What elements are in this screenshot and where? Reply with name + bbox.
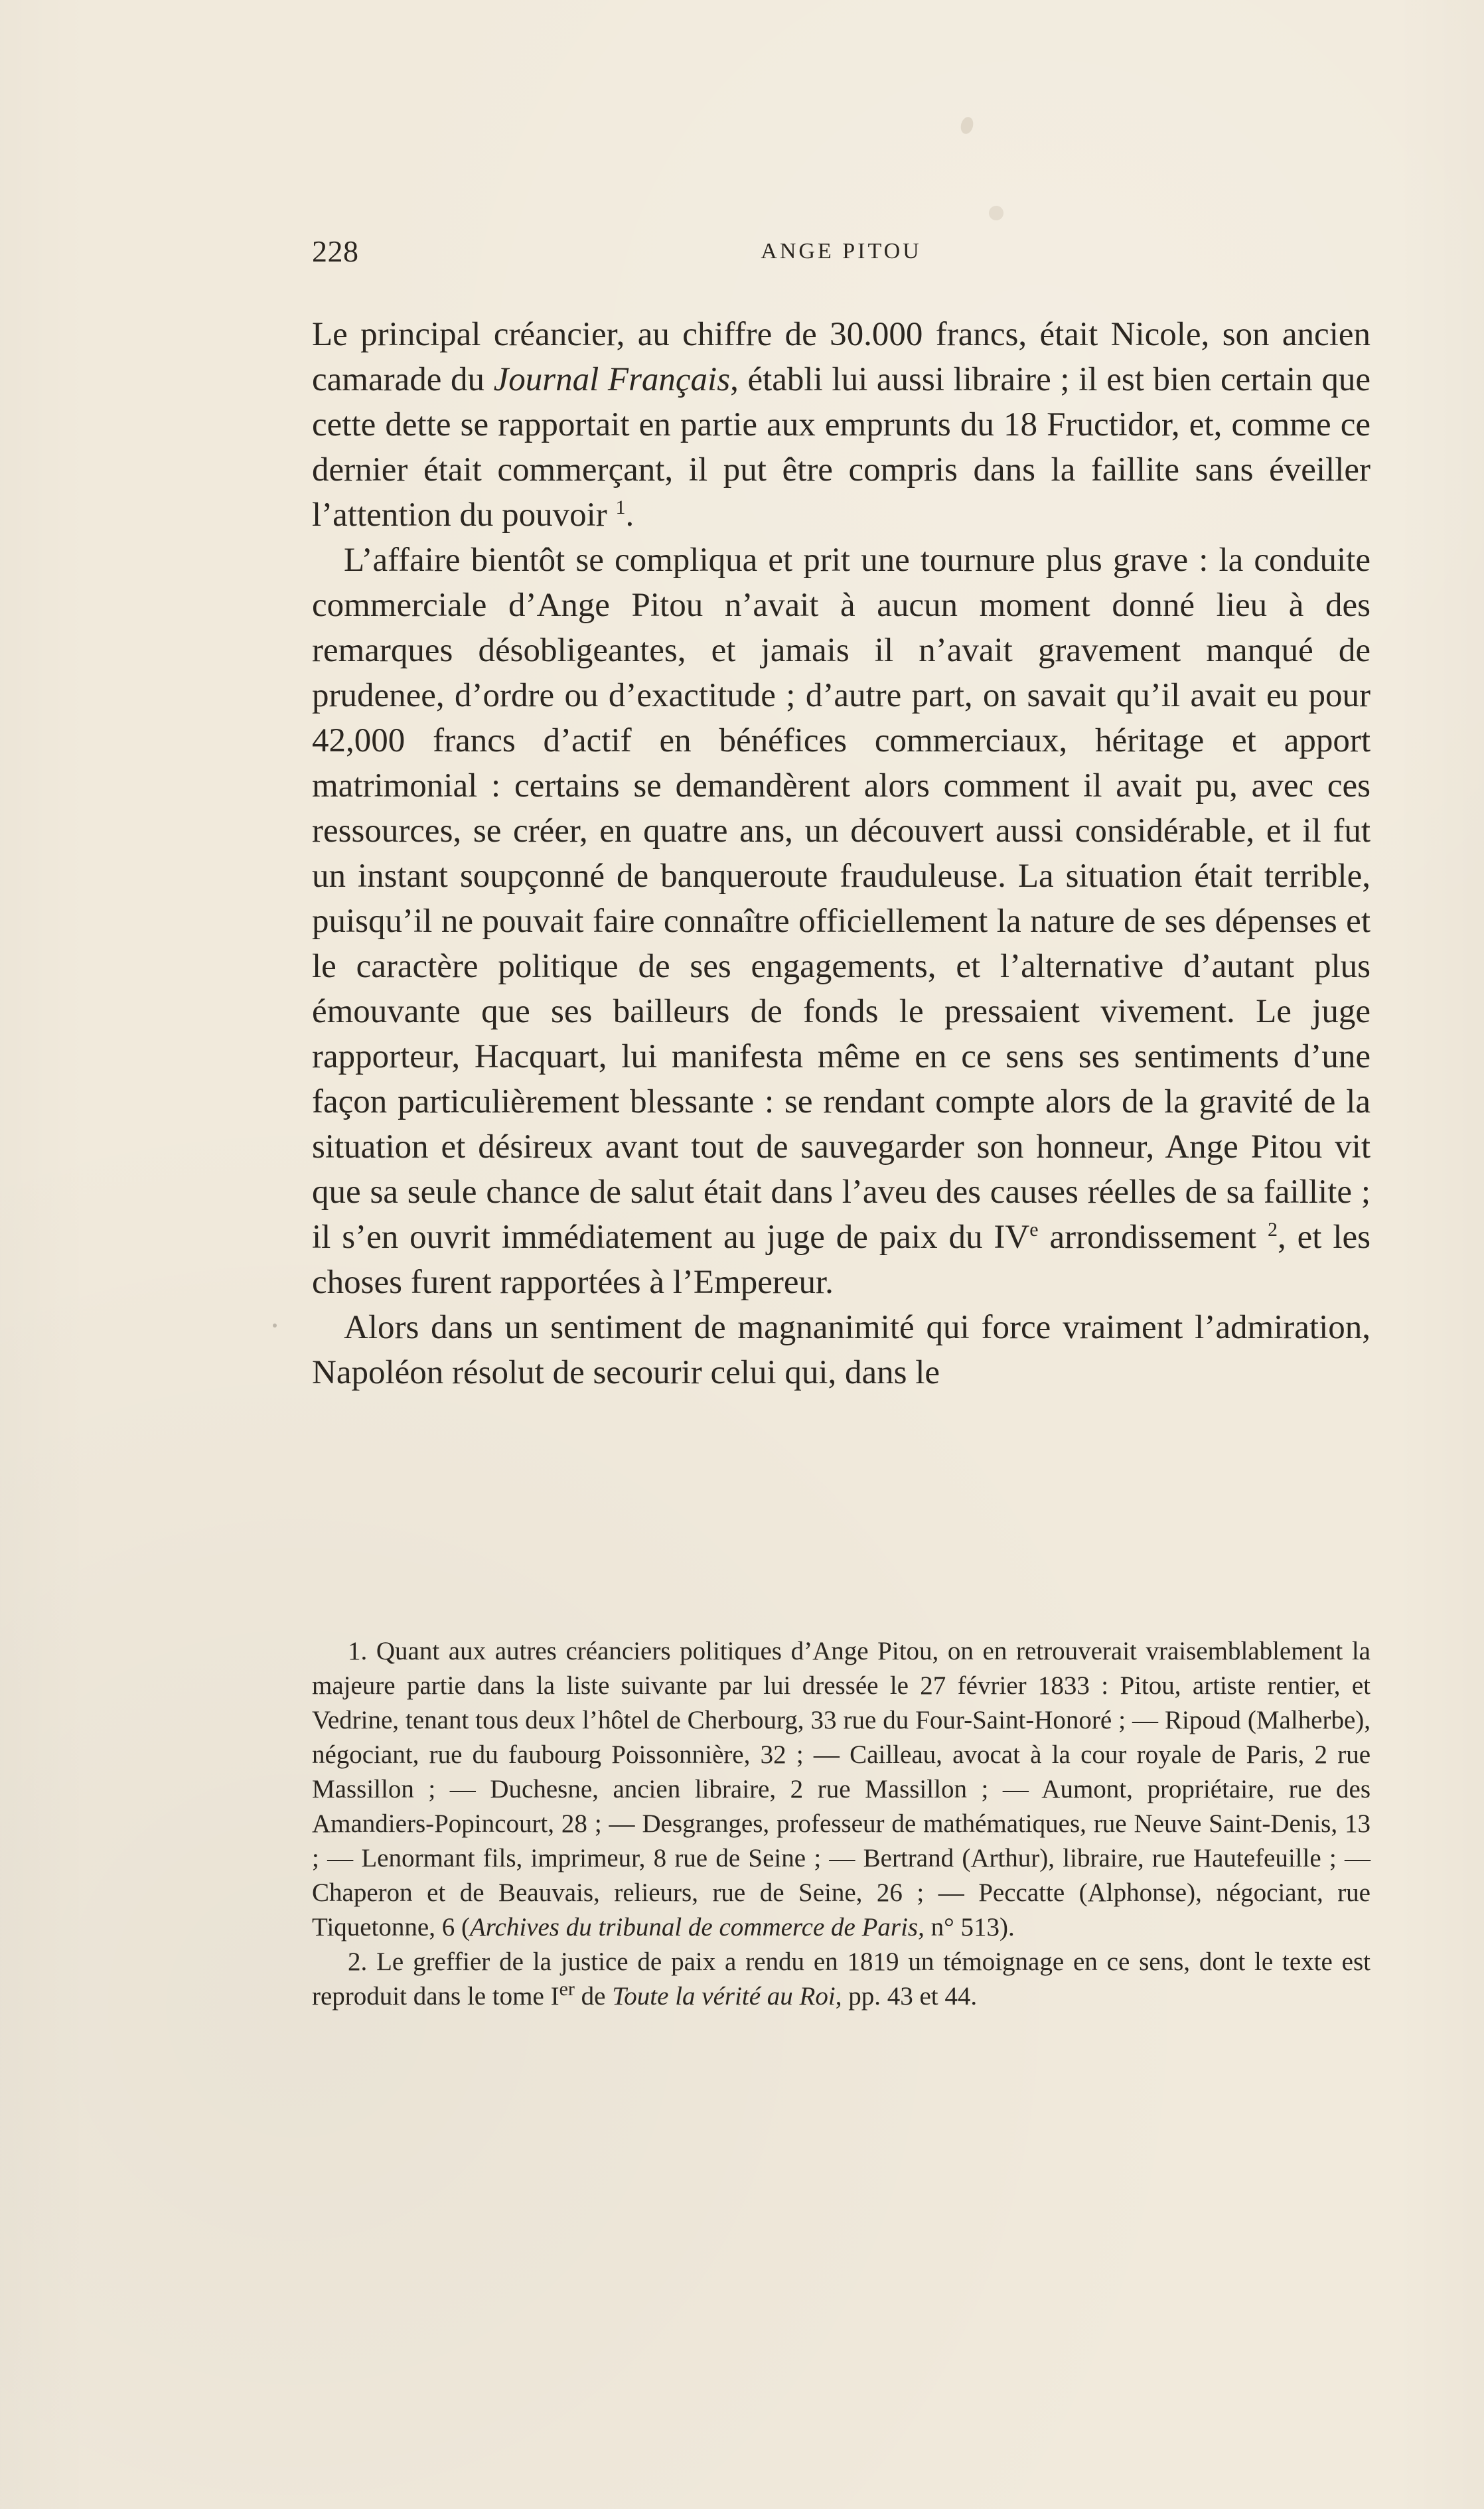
paragraph-3-text: Alors dans un sentiment de magnanimité qui force vraiment l’admiration, Napoléon résolut de secourir celui qui, dans le — [312, 1309, 1371, 1391]
footnote-ref-2: 2 — [1267, 1219, 1278, 1241]
footnote-2 — [312, 1945, 1371, 2014]
paragraph-1-text-c: . — [625, 496, 634, 534]
footnotes-block — [312, 1634, 1371, 2014]
paragraph-2 — [312, 538, 1371, 1305]
journal-title: Journal Français — [493, 361, 731, 398]
footnote-1-source-title: Archives du tribunal de commerce de Paris, — [469, 1913, 925, 1941]
footnote-2-text-a: 2. Le greffier de la justice de paix a rendu en 1819 un témoignage en ce sens, dont le texte est reproduit dans le tome I — [312, 1947, 1371, 2011]
paper-stain — [988, 204, 1005, 222]
paper-stain — [959, 115, 975, 135]
footnote-ref-1: 1 — [615, 496, 626, 518]
footnote-1-text-a: 1. Quant aux autres créanciers politiques d’Ange Pitou, on en retrouverait vraisemblablement la majeure partie dans la liste suivante par lui dressée le 27 février 1833 : Pitou, artiste rentier, et Vedrine, tenant tous deux l’hôtel de Cherbourg, 33 rue du Four-Saint-Honoré ; — Ripoud (Malherbe), négociant, rue du faubourg Poissonnière, 32 ; — Cailleau, avocat à la cour royale de Paris, 2 rue Massillon ; — Duchesne, ancien libraire, 2 rue Massillon ; — Aumont, propriétaire, rue des Amandiers-Popincourt, 28 ; — Desgranges, professeur de mathématiques, rue Neuve Saint-Denis, 13 ; — Lenormant fils, imprimeur, 8 rue de Seine ; — Bertrand (Arthur), libraire, rue Hautefeuille ; — Chaperon et de Beauvais, relieurs, rue de Seine, 26 ; — Peccatte (Alphonse), négociant, rue Tiquetonne, 6 ( — [312, 1637, 1371, 1941]
footnote-2-text-d: , pp. 43 et 44. — [835, 1982, 978, 2011]
footnote-1 — [312, 1634, 1371, 1945]
paragraph-2-text-a: L’affaire bientôt se compliqua et prit une tournure plus grave : la conduite commerciale d’Ange Pitou n’avait à aucun moment donné lieu à des remarques désobligeantes, et jamais il n’avait gravement manqué de prudenee, d’ordre ou d’exactitude ; d’autre part, on savait qu’il avait eu pour 42,000 francs d’actif en bénéfices commerciaux, héritage et apport matrimonial : certains se demandèrent alors comment il avait pu, avec ces ressources, se créer, en quatre ans, un découvert aussi considérable, et il fut un instant soupçonné de banqueroute frauduleuse. La situation était terrible, puisqu’il ne pouvait faire connaître officiellement la nature de ses dépenses et le caractère politique de ses engagements, et l’alternative d’autant plus émouvante que ses bailleurs de fonds le pressaient vivement. Le juge rapporteur, Hacquart, lui manifesta même en ce sens ses sentiments d’une façon particulièrement blessante : se rendant compte alors de la gravité de la situation et désireux avant tout de sauvegarder son honneur, Ange Pitou vit que sa seule chance de salut était dans l’aveu des causes réelles de sa faillite ; il s’en ouvrit immédiatement au juge de paix du IV — [312, 542, 1371, 1256]
main-text — [312, 312, 1371, 1395]
running-head: ANGE PITOU — [761, 239, 922, 264]
page-number: 228 — [312, 234, 359, 268]
paragraph-2-text-c: , et les choses furent rapportées à l’Empereur. — [312, 1219, 1371, 1301]
paragraph-3 — [312, 1305, 1371, 1395]
footnote-2-sup: er — [559, 1978, 575, 2000]
paragraph-2-text-b: arrondissement — [1038, 1219, 1268, 1256]
paragraph-1-text-b: , établi lui aussi libraire ; il est bien certain que cette dette se rapportait en partie aux emprunts du 18 Fructidor, et, comme ce dernier était commerçant, il put être compris dans la faillite sans éveiller l’attention du pouvoir — [312, 361, 1371, 534]
page-header — [312, 234, 1371, 273]
paragraph-1 — [312, 312, 1371, 538]
footnote-2-text-b: de — [574, 1982, 613, 2011]
margin-mark — [273, 1324, 277, 1328]
paragraph-1-text-a: Le principal créancier, au chiffre de 30.000 francs, était Nicole, son ancien camarade du — [312, 316, 1371, 398]
footnote-2-book-title: Toute la vérité au Roi — [612, 1982, 836, 2011]
footnote-1-text-c: n° 513). — [924, 1913, 1015, 1941]
arrondissement-sup: e — [1029, 1219, 1039, 1241]
